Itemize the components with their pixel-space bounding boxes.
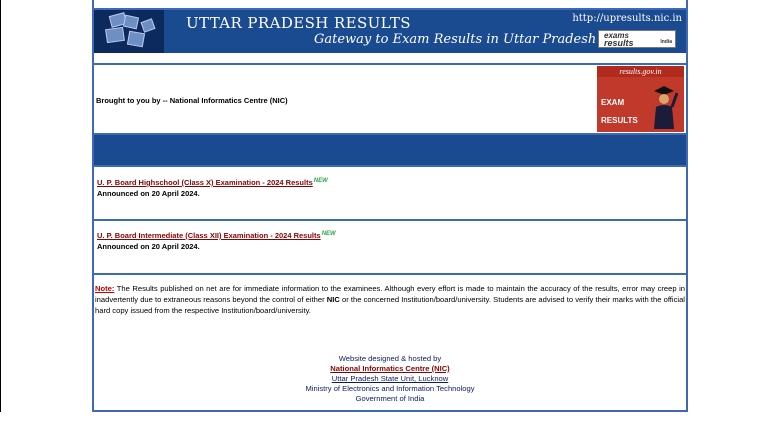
- exams-results-india-logo[interactable]: [598, 30, 676, 48]
- site-title: UTTAR PRADESH RESULTS: [186, 14, 411, 32]
- exam-logo-word-1: EXAM: [601, 98, 625, 107]
- footer-nic-link[interactable]: National Informatics Centre (NIC): [330, 364, 450, 373]
- left-edge-rule: [0, 0, 1, 412]
- note-text-part-2: or the concerned Institution/board/university. Students are advised to verify their marks with the official hard copy issued from the respective Institution/board/university.: [95, 295, 685, 315]
- note-label: Note:: [95, 284, 115, 293]
- exam-logo-word-2: RESULTS: [601, 116, 638, 125]
- result-divider: [94, 219, 686, 221]
- graduate-icon: [650, 81, 678, 129]
- result-entry-highschool: [97, 178, 328, 198]
- header-banner: [94, 10, 686, 53]
- footer-unit-link[interactable]: Uttar Pradesh State Unit, Lucknow: [331, 374, 449, 383]
- new-badge-icon: NEW: [313, 178, 328, 184]
- badge-line-1: exams: [604, 31, 629, 40]
- badge-line-2: results: [604, 38, 634, 48]
- highschool-announced-date: Announced on 20 April 2024.: [97, 189, 200, 198]
- up-results-logo: [94, 10, 164, 53]
- footer-ministry: Ministry of Electronics and Information Technology: [305, 384, 475, 393]
- result-entry-intermediate: [97, 231, 336, 251]
- new-badge-icon: NEW: [321, 231, 336, 237]
- brought-by-credit: Brought to you by -- National Informatics Centre (NIC): [96, 96, 288, 105]
- intermediate-results-link[interactable]: U. P. Board Intermediate (Class XII) Examination - 2024 Results: [97, 231, 321, 240]
- highschool-results-link[interactable]: U. P. Board Highschool (Class X) Examination - 2024 Results: [97, 178, 313, 187]
- note-nic-bold: NIC: [326, 295, 340, 304]
- site-url[interactable]: http://upresults.nic.in: [572, 13, 682, 24]
- note-text-part-1: The Results published on net are for immediate information to the examinees. Although every effort is made to maintain the accuracy of the results, error may creep in inadvertently due to extraneous reasons beyond the control of either: [95, 284, 685, 304]
- badge-line-3: India: [660, 39, 672, 45]
- disclaimer-note: [95, 283, 685, 316]
- banner-divider: [94, 63, 686, 65]
- site-footer: [94, 354, 686, 404]
- footer-hosted-by: Website designed & hosted by: [338, 354, 442, 363]
- band-divider: [94, 165, 686, 167]
- intermediate-announced-date: Announced on 20 April 2024.: [97, 242, 200, 251]
- exam-logo-site: results.gov.in: [597, 66, 684, 77]
- page-container: [92, 0, 688, 412]
- footer-government: Government of India: [355, 394, 425, 403]
- site-subtitle: Gateway to Exam Results in Uttar Pradesh: [314, 32, 597, 47]
- exam-results-logo[interactable]: [597, 66, 684, 132]
- note-divider: [94, 273, 686, 275]
- blue-separator-band: [94, 135, 686, 165]
